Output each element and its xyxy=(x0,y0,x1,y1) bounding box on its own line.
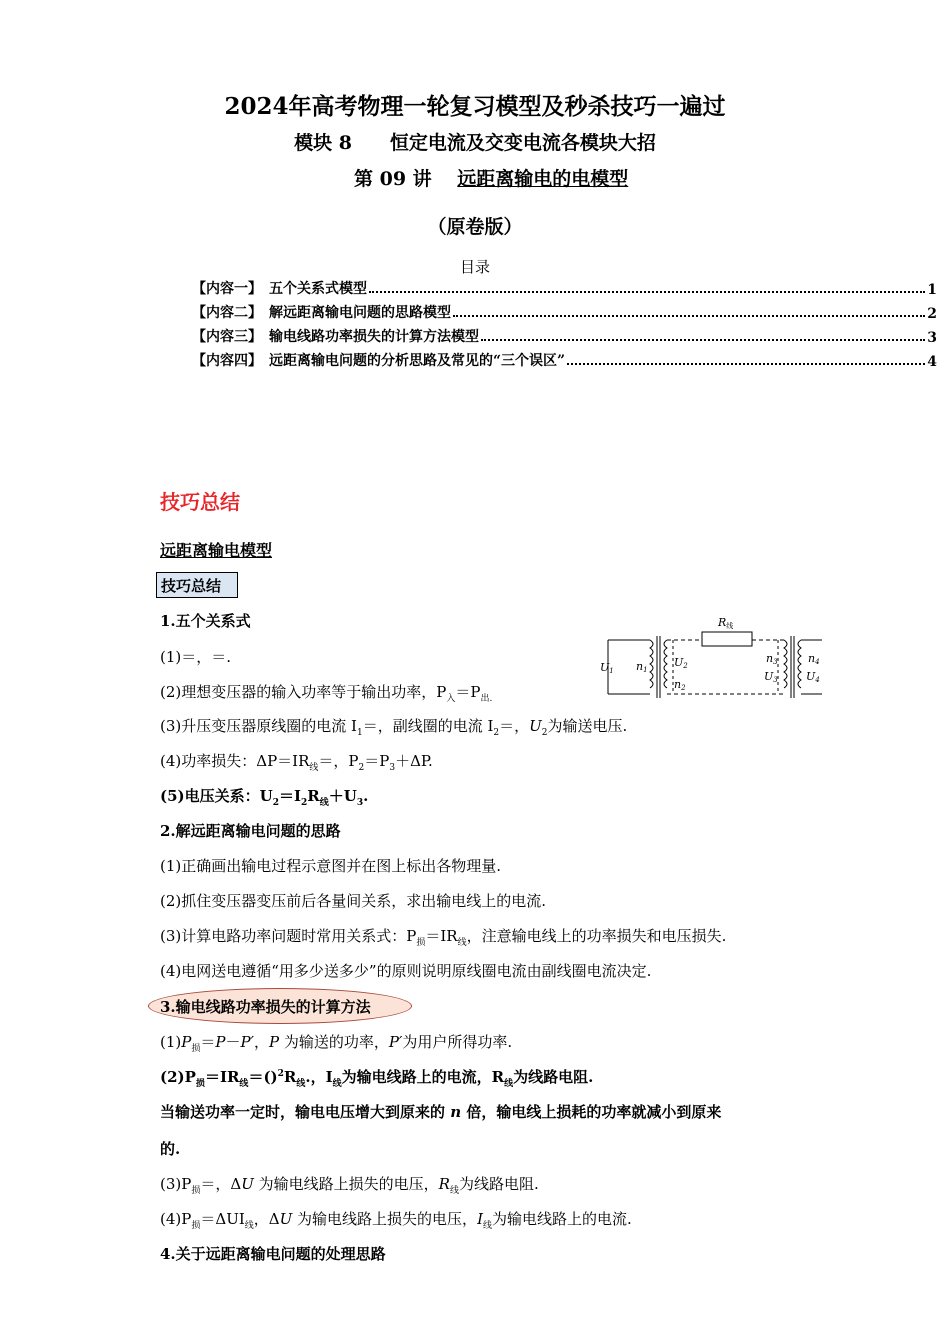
lecture-heading xyxy=(354,164,628,191)
toc-item-label: 【内容二】 解远距离输电问题的思路模型 xyxy=(192,305,451,321)
part1-line5: (5)电压关系：$U_2=I_2R_线+U_3$. xyxy=(160,787,369,808)
part3-line3-cont: 的. xyxy=(160,1140,181,1158)
toc-item-1[interactable] xyxy=(192,276,937,298)
transmission-circuit-diagram xyxy=(598,610,826,702)
part2-line1: (1)正确画出输电过程示意图并在图上标出各物理量. xyxy=(160,857,502,875)
u4-label: U4 xyxy=(806,670,820,684)
part2-line3: (3)计算电路功率问题时常用关系式：$P_损=IR_线$，注意输电线上的功率损失和电压损失. xyxy=(160,927,727,948)
part1-line4: (4)功率损失：$\Delta P=IR_线=$，$P_2=P_3+\Delta P$. xyxy=(160,752,433,773)
part1-line1: (1)＝，＝. xyxy=(160,648,232,666)
part3-line4: $(3)P_损=$，ΔU 为输电线路上损失的电压，$R_线$为线路电阻. xyxy=(160,1175,539,1196)
toc-item-page: 3 xyxy=(927,330,937,346)
toc-item-label: 【内容四】 远距离输电问题的分析思路及常见的“三个误区” xyxy=(192,353,566,369)
u1-label: U1 xyxy=(600,661,614,675)
part1-title: 1.五个关系式 xyxy=(160,612,251,630)
lecture-title: 远距离输电的电模型 xyxy=(457,168,629,190)
document-title: 2024年高考物理一轮复习模型及秒杀技巧一遍过 xyxy=(224,93,726,120)
toc-item-label: 【内容三】 输电线路功率损失的计算方法模型 xyxy=(192,329,479,345)
part2-title: 2.解远距离输电问题的思路 xyxy=(160,822,341,840)
toc-item-2[interactable] xyxy=(192,300,937,322)
part3-title: 3.输电线路功率损失的计算方法 xyxy=(160,998,371,1016)
part2-line4: (4)电网送电遵循“用多少送多少”的原则说明原线圈电流由副线圈电流决定. xyxy=(160,962,652,980)
n3-label: n3 xyxy=(766,652,778,666)
part1-line2: (2)理想变压器的输入功率等于输出功率，$P_入=P_{出.}$ xyxy=(160,683,493,704)
n4-label: n4 xyxy=(808,652,820,666)
toc-item-page: 4 xyxy=(927,354,937,370)
toc-title: 目录 xyxy=(459,258,490,276)
u2-label: U2 xyxy=(674,656,688,670)
toc-item-3[interactable] xyxy=(192,324,937,346)
part3-line1: $(1)P_损=P-P'$，P 为输送的功率，P′为用户所得功率. xyxy=(160,1033,513,1054)
summary-box-label: 技巧总结 xyxy=(156,572,238,598)
part3-line3: 当输送功率一定时，输电电压增大到原来的 n 倍，输电线上损耗的功率就减小到原来 xyxy=(160,1103,722,1121)
u3-label: U3 xyxy=(764,670,778,684)
resistor-label: R线 xyxy=(718,616,734,630)
lecture-number: 第 09 讲 xyxy=(354,168,432,190)
toc-item-label: 【内容一】 五个关系式模型 xyxy=(192,281,367,297)
n2-label: n2 xyxy=(674,678,686,692)
section-subheading: 远距离输电模型 xyxy=(160,541,273,560)
part4-title: 4.关于远距离输电问题的处理思路 xyxy=(160,1245,386,1263)
part3-line2: $(2)P_损=IR_线=()^2R_线$.，$I_线$为输电线路上的电流，$R_线$为线路电阻. xyxy=(160,1068,594,1089)
toc-item-4[interactable] xyxy=(192,348,937,370)
module-title: 模块 8 恒定电流及交变电流各模块大招 xyxy=(294,132,656,154)
edition-label: （原卷版） xyxy=(427,216,523,238)
part1-line3: (3)升压变压器原线圈的电流 $I_1=$，副线圈的电流 $I_2=$，$U_2$为输送电压. xyxy=(160,717,628,738)
part2-line2: (2)抓住变压器变压前后各量间关系，求出输电线上的电流. xyxy=(160,892,547,910)
part3-line5: $(4)P_损=\Delta UI_线$，ΔU 为输电线路上损失的电压，$I_线$为输电线路上的电流. xyxy=(160,1210,632,1231)
toc-item-page: 1 xyxy=(927,282,937,298)
toc-item-page: 2 xyxy=(927,306,937,322)
n1-label: n1 xyxy=(636,660,648,674)
section-heading: 技巧总结 xyxy=(160,490,240,514)
